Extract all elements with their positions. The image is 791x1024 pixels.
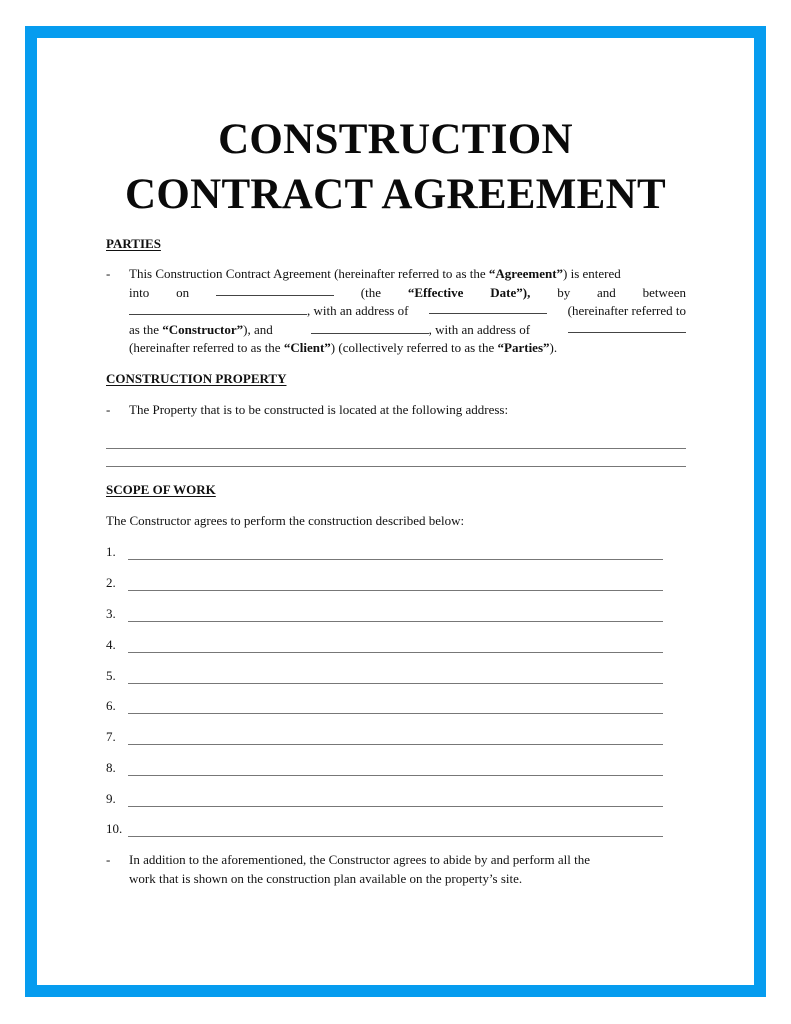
property-address-line-2[interactable] [106,466,686,467]
scope-item-line-3[interactable] [128,621,663,622]
property-address-line-1[interactable] [106,448,686,449]
scope-item-line-5[interactable] [128,683,663,684]
constructor-name-blank[interactable] [129,303,307,315]
closing-line-1: In addition to the aforementioned, the Constructor agrees to abide by and perform all the [129,852,590,867]
scope-item-number: 6. [106,698,116,713]
scope-intro: The Constructor agrees to perform the construction described below: [106,513,465,528]
parties-paragraph [129,265,686,358]
property-heading: CONSTRUCTION PROPERTY [106,371,287,386]
parties-line-2: into on (the “Effective Date”), by and between [129,284,686,300]
parties-bullet: - [106,266,111,281]
scope-item-line-1[interactable] [128,559,663,560]
scope-item-number: 1. [106,544,116,559]
scope-item-number: 4. [106,637,116,652]
client-name-blank[interactable] [311,322,429,334]
scope-item-line-9[interactable] [128,806,663,807]
closing-line-2: work that is shown on the construction plan available on the property’s site. [129,870,523,886]
title-line-1: CONSTRUCTION [218,116,573,163]
closing-bullet: - [106,852,111,867]
scope-item-number: 3. [106,606,116,621]
parties-heading: PARTIES [106,236,161,251]
scope-item-number: 10. [106,821,123,836]
scope-item-number: 2. [106,575,116,590]
scope-item-number: 8. [106,760,116,775]
property-bullet: - [106,402,111,417]
parties-line-3: , with an address of (hereinafter referred to [129,302,686,321]
scope-item-line-6[interactable] [128,713,663,714]
title-line-2: CONTRACT AGREEMENT [125,171,666,218]
scope-item-number: 5. [106,668,116,683]
scope-item-line-2[interactable] [128,590,663,591]
scope-item-line-10[interactable] [128,836,663,837]
scope-item-number: 9. [106,791,116,806]
parties-line-1: This Construction Contract Agreement (hereinafter referred to as the “Agreement”) is entered [129,266,621,281]
closing-paragraph [129,851,669,888]
scope-item-line-8[interactable] [128,775,663,776]
effective-date-blank[interactable] [216,284,334,296]
property-text: The Property that is to be constructed is located at the following address: [129,402,509,417]
scope-item-line-7[interactable] [128,744,663,745]
client-address-blank[interactable] [568,321,686,333]
parties-line-5: (hereinafter referred to as the “Client”) (collectively referred to as the “Parties”). [129,340,558,355]
scope-item-number: 7. [106,729,116,744]
parties-line-4: as the “Constructor”), and , with an address of [129,321,686,340]
constructor-address-blank[interactable] [429,302,547,314]
scope-item-line-4[interactable] [128,652,663,653]
scope-heading: SCOPE OF WORK [106,482,216,497]
